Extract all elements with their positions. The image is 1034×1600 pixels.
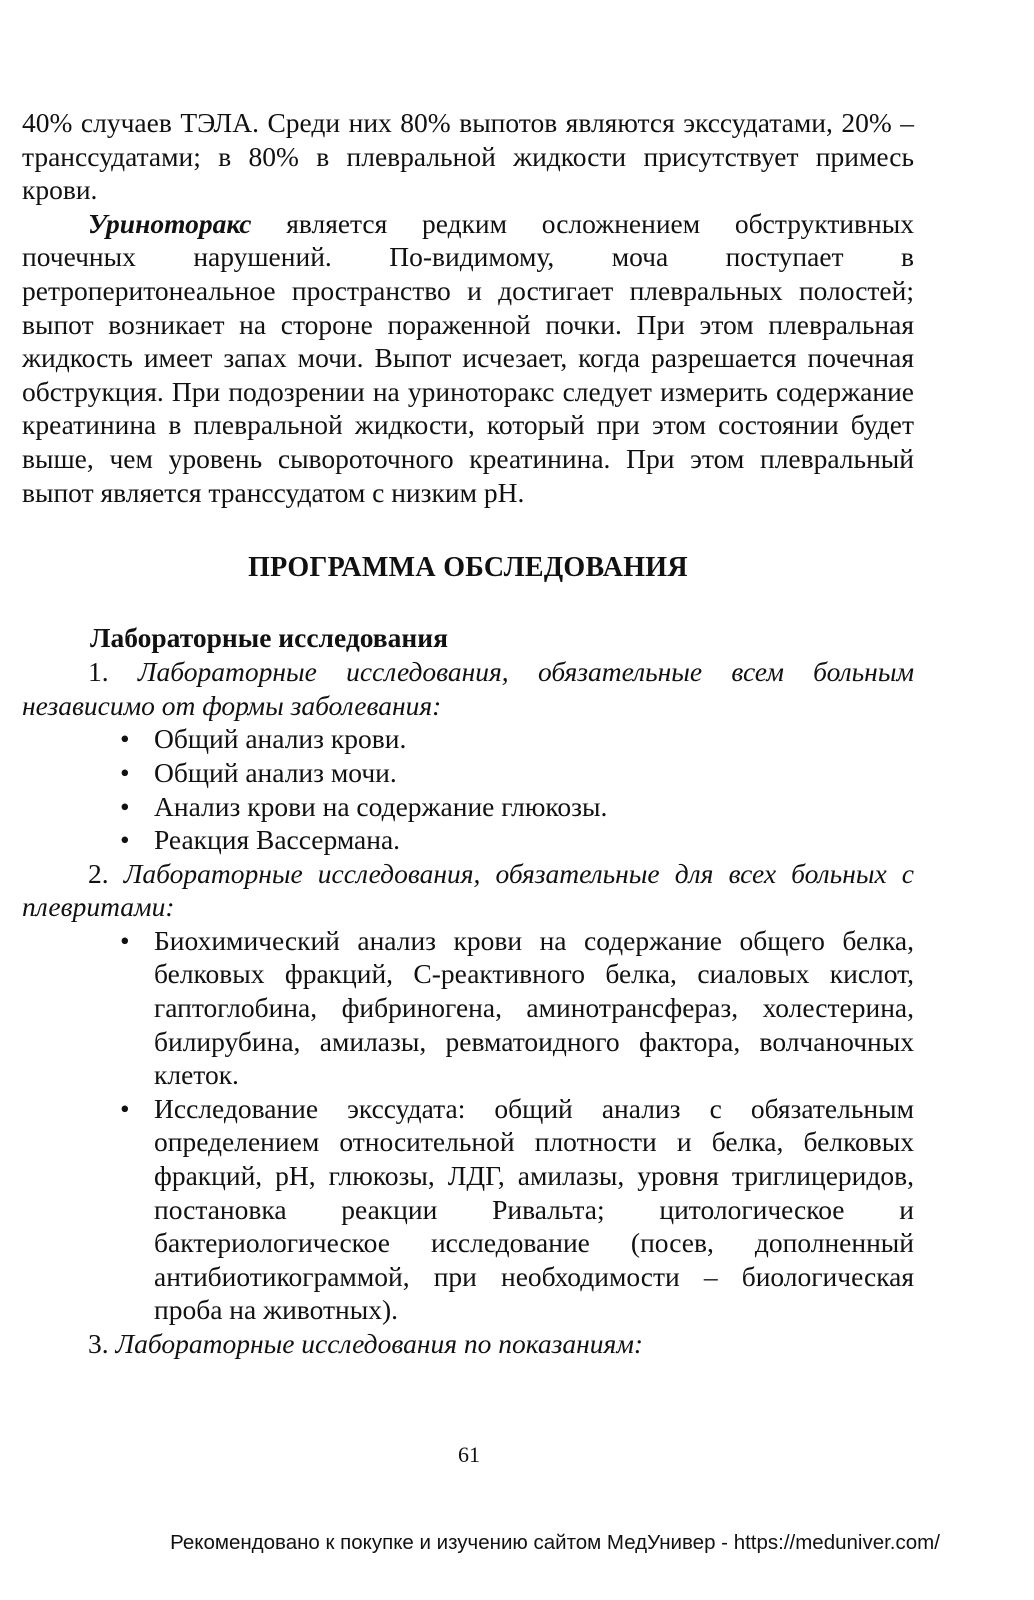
group-1-list bbox=[22, 722, 914, 856]
list-item: • Реакция Вассермана. bbox=[120, 823, 914, 857]
group-3-number: 3. bbox=[88, 1328, 109, 1359]
subsection-title: Лабораторные исследования bbox=[90, 622, 448, 654]
group-1-title: Лабораторные исследования, обязательные всем больным независимо от формы заболевания: bbox=[22, 656, 914, 721]
list-item: • Биохимический анализ крови на содержание общего белка, белковых фракций, С-реактивного белка, сиаловых кислот, гаптоглобина, фибриногена, аминотрансфераз, холестерина, билирубина, амилазы, ревматоидного фактора, волчаночных клеток. bbox=[120, 924, 914, 1092]
term-urinothorax: Уриноторакс bbox=[88, 207, 252, 239]
list-item: • Общий анализ крови. bbox=[120, 722, 914, 756]
list-item: • Исследование экссудата: общий анализ с обязательным определением относительной плотности и белка, белковых фракций, pH, глюкозы, ЛДГ, амилазы, уровня триглицеридов, постановка реакции Ривальта; цитологическое и бактериологическое исследование (посев, дополненный антибиотикограммой, при необходимости – биологическая проба на животных). bbox=[120, 1092, 914, 1327]
group-2-number: 2. bbox=[88, 857, 109, 889]
paragraph-tela: 40% случаев ТЭЛА. Среди них 80% выпотов являются экссудатами, 20% – транссудатами; в 80% в плевральной жидкости присутствует примесь крови. bbox=[22, 107, 914, 206]
footer-link-text: Рекомендовано к покупке и изучению сайтом МедУнивер - https://meduniver.com/ bbox=[170, 1531, 940, 1554]
paragraph-urinothorax-text: является редким осложнением обструктивных почечных нарушений. По-видимому, моча поступает в ретроперитонеальное пространство и достигает плевральных полостей; выпот возникает на стороне пораженной почки. При этом плевральная жидкость имеет запах мочи. Выпот исчезает, когда разрешается почечная обструкция. При подозрении на уриноторакс следует измерить содержание креатинина в плевральной жидкости, который при этом состоянии будет выше, чем уровень сывороточного креатинина. При этом плевральный выпот является транссудатом с низким pH. bbox=[22, 207, 914, 508]
page-number: 61 bbox=[458, 1442, 480, 1467]
group-3-title: Лабораторные исследования по показаниям: bbox=[115, 1328, 644, 1359]
group-2-heading bbox=[22, 857, 914, 924]
group-1-number: 1. bbox=[88, 656, 109, 688]
page-body bbox=[22, 106, 914, 1361]
group-2-title: Лабораторные исследования, обязательные для всех больных с плевритами: bbox=[22, 857, 914, 923]
section-title: ПРОГРАММА ОБСЛЕДОВАНИЯ bbox=[248, 552, 688, 584]
group-2-list bbox=[22, 924, 914, 1327]
list-item: • Анализ крови на содержание глюкозы. bbox=[120, 790, 914, 824]
group-1-heading bbox=[22, 655, 914, 722]
list-item: • Общий анализ мочи. bbox=[120, 756, 914, 790]
group-3-heading bbox=[22, 1327, 914, 1361]
paragraph-urinothorax bbox=[22, 207, 914, 509]
